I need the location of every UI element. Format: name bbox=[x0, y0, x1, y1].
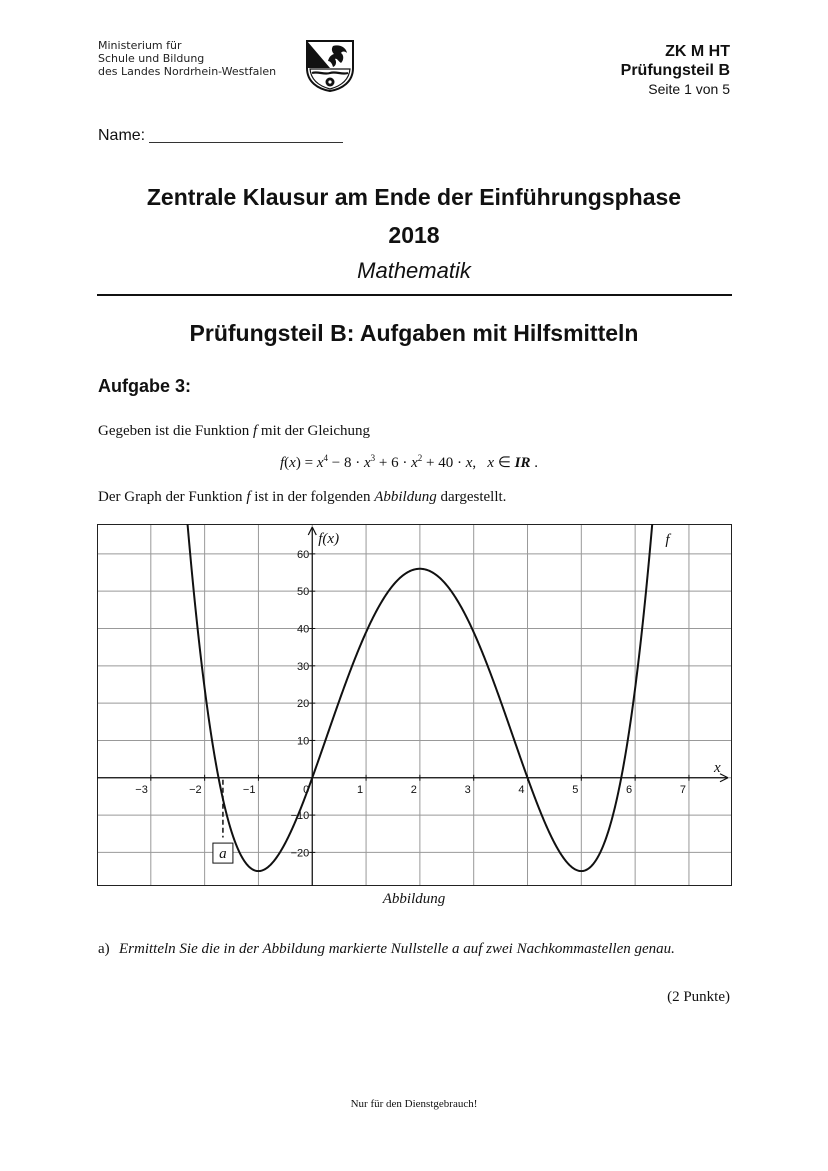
exam-year: 2018 bbox=[388, 222, 440, 248]
y-tick-label: 40 bbox=[297, 623, 310, 636]
graph-intro-pre: Der Graph der Funktion bbox=[98, 489, 247, 505]
x-tick-label: 0 bbox=[303, 783, 310, 796]
y-axis-label: f(x) bbox=[318, 531, 340, 547]
root-label-a: a bbox=[219, 846, 227, 863]
x-axis-label: x bbox=[714, 759, 721, 776]
y-tick-label: −10 bbox=[290, 810, 310, 823]
title-divider bbox=[97, 294, 732, 296]
graph-intro-text bbox=[98, 489, 506, 506]
intro-post: mit der Gleichung bbox=[257, 423, 371, 439]
x-tick-label: 4 bbox=[518, 783, 525, 796]
x-tick-label: 6 bbox=[626, 783, 633, 796]
name-label: Name: bbox=[98, 127, 146, 144]
series-label-f: f bbox=[665, 532, 670, 548]
ministry-name bbox=[98, 39, 276, 78]
ministry-line: des Landes Nordrhein-Westfalen bbox=[98, 65, 277, 78]
ministry-line: Ministerium für bbox=[98, 39, 182, 52]
task-title: Aufgabe 3: bbox=[98, 376, 192, 396]
question-a bbox=[98, 937, 730, 961]
question-a-text: Ermitteln Sie die in der Abbildung markierte Nullstelle a auf zwei Nachkommastellen genau. bbox=[119, 941, 675, 957]
function-equation: $f(x) = x^4 - 8 \cdot x^3 + 6 \cdot x^2 + 40 \cdot x$, x ∈ IR . bbox=[280, 453, 538, 471]
exam-code: ZK M HT bbox=[665, 43, 730, 60]
nrw-coat-of-arms-logo bbox=[304, 38, 356, 92]
x-tick-label: −1 bbox=[242, 783, 256, 796]
question-a-points: (2 Punkte) bbox=[667, 989, 730, 1005]
function-graph bbox=[97, 524, 732, 886]
intro-pre: Gegeben ist die Funktion bbox=[98, 423, 253, 439]
name-blank-line[interactable] bbox=[149, 126, 343, 143]
y-tick-label: 10 bbox=[297, 735, 310, 748]
exam-part: Prüfungsteil B bbox=[620, 62, 730, 79]
question-a-label: a) bbox=[98, 941, 110, 957]
y-tick-label: −20 bbox=[290, 847, 310, 860]
name-field bbox=[98, 126, 343, 145]
x-tick-label: 3 bbox=[464, 783, 471, 796]
x-tick-label: 2 bbox=[410, 783, 417, 796]
graph-intro-mid: ist in der folgenden bbox=[250, 489, 375, 505]
graph-intro-post: dargestellt. bbox=[436, 489, 507, 505]
exam-title: Zentrale Klausur am Ende der Einführungsphase bbox=[146, 184, 682, 210]
x-tick-label: 7 bbox=[679, 783, 686, 796]
intro-text bbox=[98, 423, 370, 440]
page-number: Seite 1 von 5 bbox=[648, 81, 730, 97]
x-tick-label: −2 bbox=[189, 783, 202, 796]
header-info bbox=[621, 42, 730, 98]
y-tick-label: 20 bbox=[297, 698, 310, 711]
graph-intro-var: f bbox=[246, 489, 251, 505]
section-title: Prüfungsteil B: Aufgaben mit Hilfsmitteln bbox=[189, 320, 639, 346]
y-tick-label: 60 bbox=[297, 548, 310, 561]
figure-caption: Abbildung bbox=[382, 891, 446, 907]
footer-note: Nur für den Dienstgebrauch! bbox=[350, 1098, 478, 1110]
graph-intro-em: Abbildung bbox=[374, 489, 437, 505]
subject: Mathematik bbox=[357, 258, 471, 283]
y-tick-label: 50 bbox=[297, 586, 310, 599]
x-tick-label: 1 bbox=[356, 783, 364, 796]
x-tick-label: 5 bbox=[572, 783, 579, 796]
x-tick-label: −3 bbox=[135, 783, 148, 796]
ministry-line: Schule und Bildung bbox=[98, 52, 205, 65]
intro-var: f bbox=[252, 423, 258, 439]
y-tick-label: 30 bbox=[297, 660, 310, 673]
